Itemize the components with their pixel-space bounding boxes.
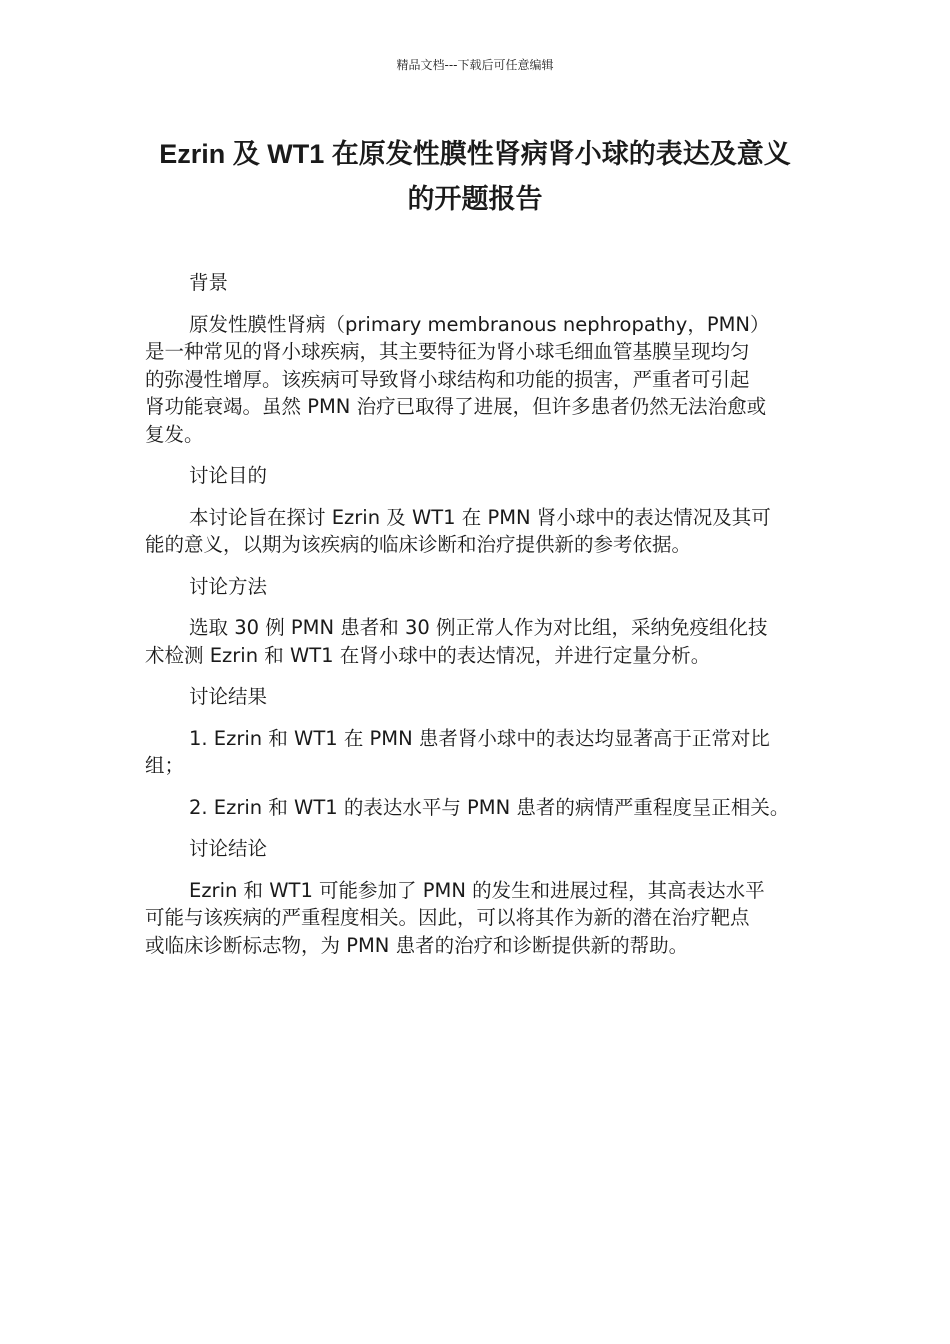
paragraph-line: 组； — [145, 754, 185, 777]
section-heading-conclusion: 讨论结论 — [189, 837, 268, 860]
title-line-2: 的开题报告 — [407, 184, 543, 214]
section-heading-background: 背景 — [189, 271, 229, 294]
paragraph-line: 术检测 Ezrin 和 WT1 在肾小球中的表达情况，并进行定量分析。 — [145, 643, 711, 667]
paragraph-line: 1. Ezrin 和 WT1 在 PMN 患者肾小球中的表达均显著高于正常对比 — [189, 726, 770, 750]
section-heading-purpose: 讨论目的 — [189, 464, 268, 487]
section-heading-method: 讨论方法 — [189, 574, 268, 598]
paragraph-method — [145, 614, 807, 669]
paragraph-background — [145, 311, 807, 449]
paragraph-line: 可能与该疾病的严重程度相关。因此，可以将其作为新的潜在治疗靶点 — [145, 906, 750, 929]
result-item-1 — [145, 725, 807, 780]
result-item-2 — [145, 794, 807, 822]
paragraph-line: 是一种常见的肾小球疾病，其主要特征为肾小球毛细血管基膜呈现均匀 — [145, 340, 750, 363]
paragraph-line: 肾功能衰竭。虽然 PMN 治疗已取得了进展，但许多患者仍然无法治愈或 — [145, 395, 767, 418]
paragraph-line: 能的意义，以期为该疾病的临床诊断和治疗提供新的参考依据。 — [145, 533, 692, 556]
document-title — [145, 132, 805, 222]
document-body — [145, 269, 807, 973]
paragraph-line: 的弥漫性增厚。该疾病可导致肾小球结构和功能的损害，严重者可引起 — [145, 367, 750, 391]
paragraph-purpose — [145, 504, 807, 559]
page-header: 精品文档---下载后可任意编辑 — [396, 58, 554, 72]
paragraph-line: 2. Ezrin 和 WT1 的表达水平与 PMN 患者的病情严重程度呈正相关。 — [189, 795, 790, 819]
paragraph-line: 本讨论旨在探讨 Ezrin 及 WT1 在 PMN 肾小球中的表达情况及其可 — [189, 505, 771, 529]
paragraph-line: 或临床诊断标志物，为 PMN 患者的治疗和诊断提供新的帮助。 — [145, 933, 689, 957]
title-line-1: Ezrin 及 WT1 在原发性膜性肾病肾小球的表达及意义 — [159, 139, 791, 169]
paragraph-line: Ezrin 和 WT1 可能参加了 PMN 的发生和进展过程，其高表达水平 — [189, 878, 765, 902]
paragraph-conclusion — [145, 877, 807, 960]
section-heading-results: 讨论结果 — [189, 685, 268, 708]
paragraph-line: 复发。 — [145, 422, 204, 446]
paragraph-line: 原发性膜性肾病（primary membranous nephropathy，PMN） — [189, 312, 770, 336]
paragraph-line: 选取 30 例 PMN 患者和 30 例正常人作为对比组，采纳免疫组化技 — [189, 616, 768, 639]
